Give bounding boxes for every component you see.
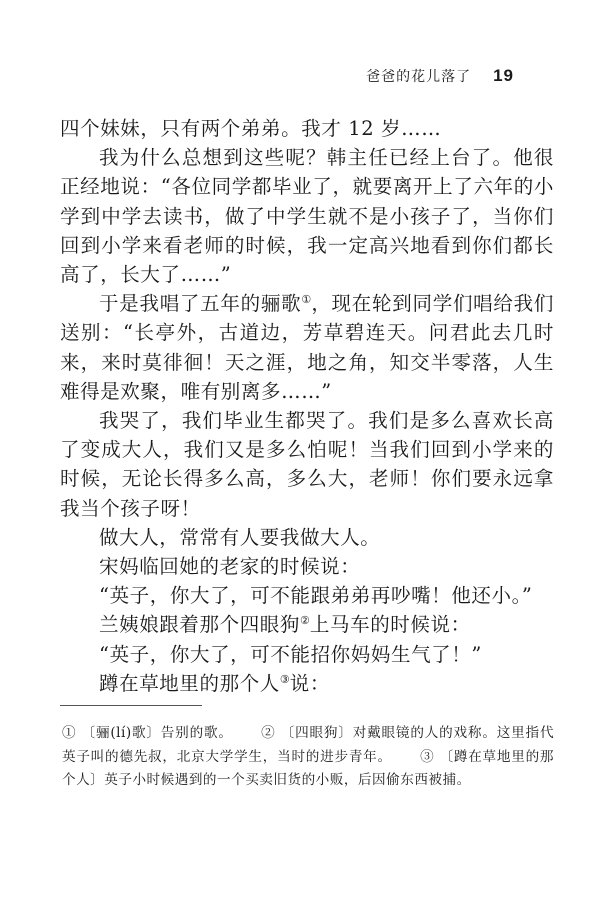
paragraph-text: 蹲在草地里的那个人 (99, 671, 280, 695)
page-number: 19 (493, 66, 514, 85)
body-text (60, 114, 554, 698)
footnote-mark: ② (260, 725, 276, 741)
footnote-ref-1[interactable]: ① (301, 293, 312, 307)
footnote-mark: ③ (419, 748, 435, 765)
paragraph-text: 于是我唱了五年的骊歌 (99, 292, 302, 316)
footnote-ref-2[interactable]: ② (300, 614, 310, 628)
footnotes (62, 722, 554, 793)
footnote-divider (60, 705, 202, 706)
paragraph-crying: 我哭了，我们毕业生都哭了。我们是多么喜欢长高了变成大人，我们又是多么怕呢！当我们回到小学来的时候，无论长得多么高，多么大，老师！你们要永远拿我当个孩子呀！ (60, 409, 554, 520)
footnote-term: 〔骊(lí)歌〕 (81, 725, 161, 741)
footnote-1 (62, 725, 233, 741)
footnote-definition: 对戴眼镜的人的戏称。这里指代英子叫的德先叔，北京大学学生，当时的进步青年。 (62, 725, 555, 765)
paragraph-principal-speech: 我为什么总想到这些呢？韩主任已经上台了。他很正经地说：“各位同学都毕业了，就要离开上了六年的小学到中学去读书，做了中学生就不是小孩子了，当你们回到小学来看老师的时候，我一定高兴地看到你们都长高了，长大了……” (60, 146, 554, 287)
footnote-ref-3[interactable]: ③ (279, 672, 290, 686)
paragraph-quote-2: “英子，你大了，可不能招你妈妈生气了！” (99, 642, 482, 666)
paragraph-text: 说： (289, 671, 330, 695)
paragraph-lan-yiniang (60, 610, 554, 639)
paragraph-man-in-grass (60, 669, 554, 698)
paragraph-text: ，现在轮到同学们唱给我们送别：“长亭外，古道边，芳草碧连天。问君此去几时来，来时莫徘徊！天之涯，地之角，知交半零落，人生难得是欢聚，唯有别离多……” (60, 292, 554, 403)
running-head (366, 66, 514, 86)
paragraph-farewell-song (60, 289, 554, 406)
paragraph-continuation: 四个妹妹，只有两个弟弟。我才 12 岁…… (60, 117, 442, 140)
footnote-definition: 告别的歌。 (160, 725, 233, 741)
paragraph-text: 兰姨娘跟着那个四眼狗 (99, 613, 301, 637)
paragraph-grown-up: 做大人，常常有人要我做大人。 (99, 525, 381, 549)
paragraph-text: 上马车的时候说： (309, 613, 471, 637)
footnote-definition: 英子小时候遇到的一个买卖旧货的小贩，后因偷东西被捕。 (104, 772, 471, 788)
paragraph-song-ma: 宋妈临回她的老家的时候说： (99, 555, 361, 579)
footnote-mark: ① (62, 725, 77, 741)
footnote-term: 〔四眼狗〕 (280, 725, 353, 741)
footnote-term: 〔蹲在草地里的那个人〕 (62, 748, 555, 788)
chapter-title: 爸爸的花儿落了 (366, 69, 472, 85)
paragraph-quote-1: “英子，你大了，可不能跟弟弟再吵嘴！他还小。” (99, 584, 533, 608)
